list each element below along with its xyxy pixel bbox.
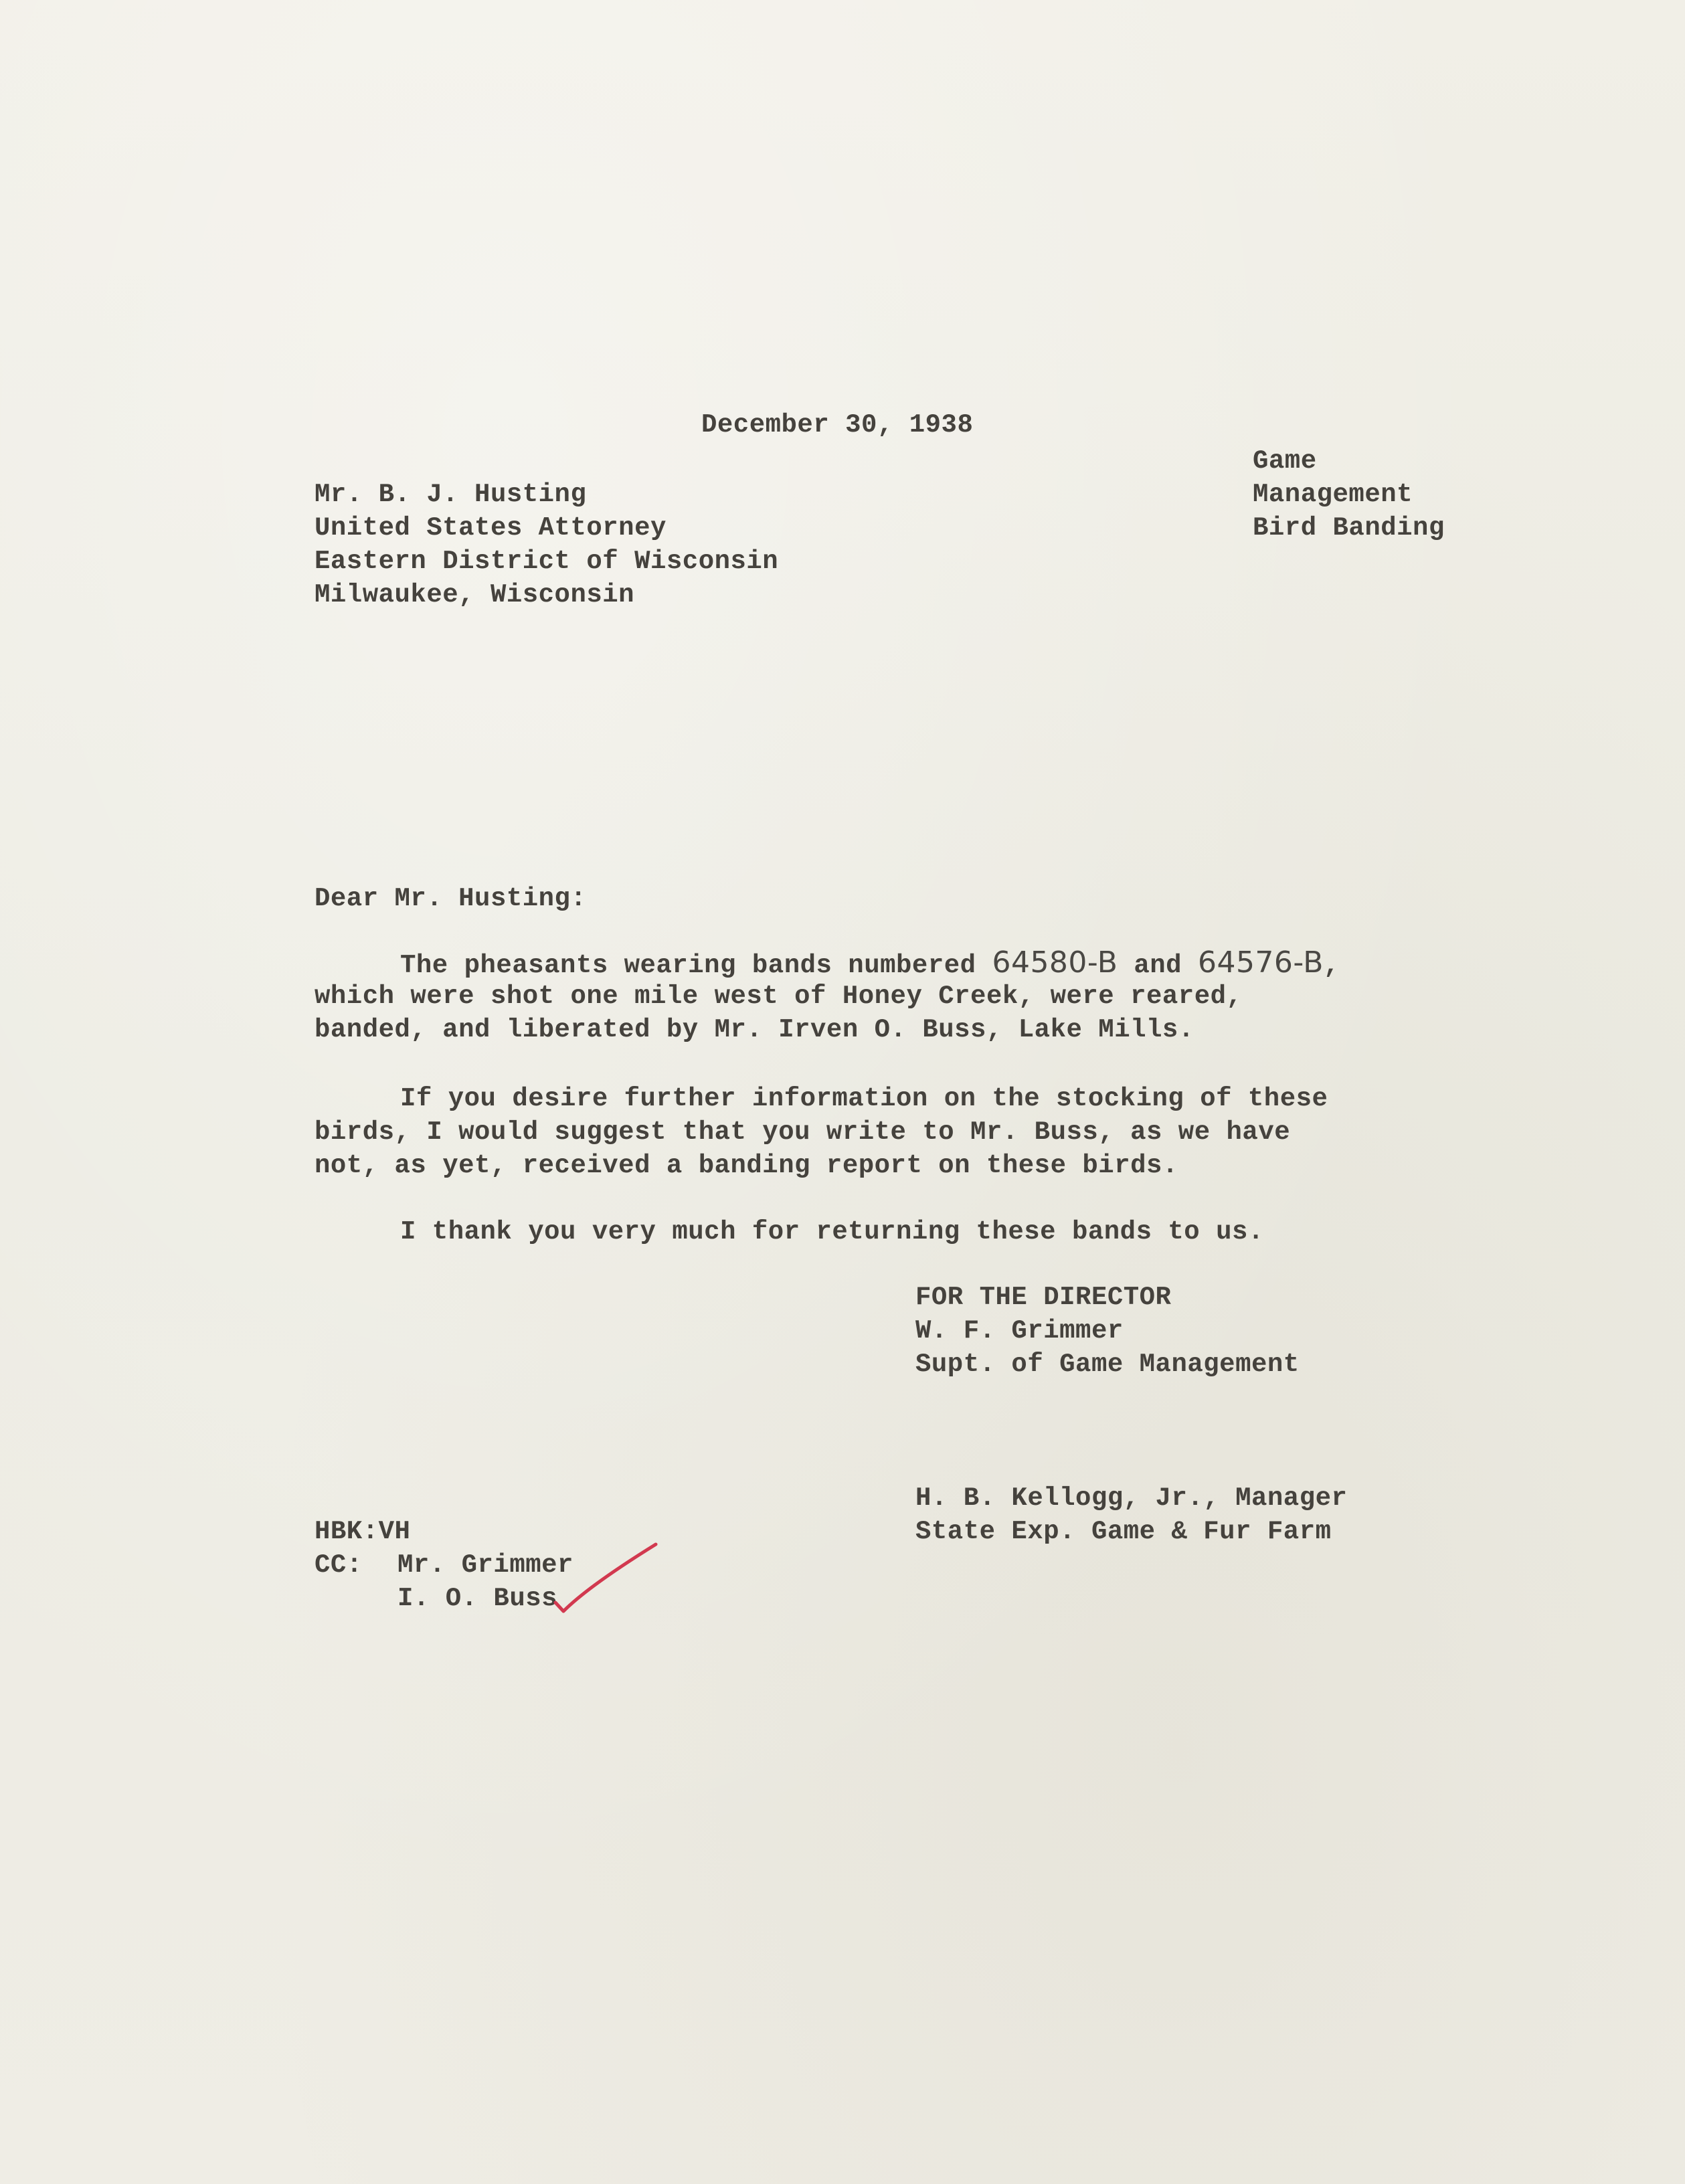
- red-check-mark-icon: [549, 1539, 662, 1619]
- paragraph-1-line-2: which were shot one mile west of Honey Creek, were reared,: [315, 982, 1243, 1011]
- letter-date: December 30, 1938: [701, 410, 974, 440]
- paragraph-2-line-3: not, as yet, received a banding report on these birds.: [315, 1151, 1178, 1180]
- cc-recipient-2: I. O. Buss: [397, 1584, 558, 1613]
- signature-1-line-2: W. F. Grimmer: [915, 1316, 1124, 1346]
- signature-1-line-3: Supt. of Game Management: [915, 1350, 1300, 1379]
- file-tag-bird-banding: Bird Banding: [1253, 513, 1445, 543]
- band-number-2: 64576-B: [1197, 945, 1324, 980]
- paragraph-1-line-3: banded, and liberated by Mr. Irven O. Buss, Lake Mills.: [315, 1015, 1194, 1044]
- recipient-title: United States Attorney: [315, 513, 667, 543]
- band-number-1: 64580-B: [992, 945, 1118, 980]
- recipient-name: Mr. B. J. Husting: [315, 480, 587, 509]
- file-tag-management: Management: [1253, 480, 1413, 509]
- file-tag-game: Game: [1253, 446, 1317, 476]
- salutation: Dear Mr. Husting:: [315, 884, 587, 913]
- paragraph-1-and: and: [1118, 951, 1198, 980]
- cc-recipient-1: Mr. Grimmer: [397, 1550, 573, 1580]
- paragraph-1-intro: The pheasants wearing bands numbered: [400, 951, 992, 980]
- signature-2-line-1: H. B. Kellogg, Jr., Manager: [915, 1483, 1348, 1513]
- signature-2-line-2: State Exp. Game & Fur Farm: [915, 1517, 1332, 1546]
- paragraph-2-line-2: birds, I would suggest that you write to Mr. Buss, as we have: [315, 1117, 1291, 1147]
- paragraph-1-line-1: [400, 946, 1340, 982]
- signature-1-line-1: FOR THE DIRECTOR: [915, 1283, 1172, 1312]
- cc-label: CC:: [315, 1550, 363, 1580]
- paragraph-1-comma: ,: [1323, 951, 1340, 980]
- recipient-city: Milwaukee, Wisconsin: [315, 580, 635, 610]
- recipient-district: Eastern District of Wisconsin: [315, 547, 779, 576]
- typist-initials: HBK:VH: [315, 1517, 411, 1546]
- paragraph-3: I thank you very much for returning these bands to us.: [400, 1217, 1264, 1247]
- paragraph-2-line-1: If you desire further information on the stocking of these: [400, 1084, 1328, 1113]
